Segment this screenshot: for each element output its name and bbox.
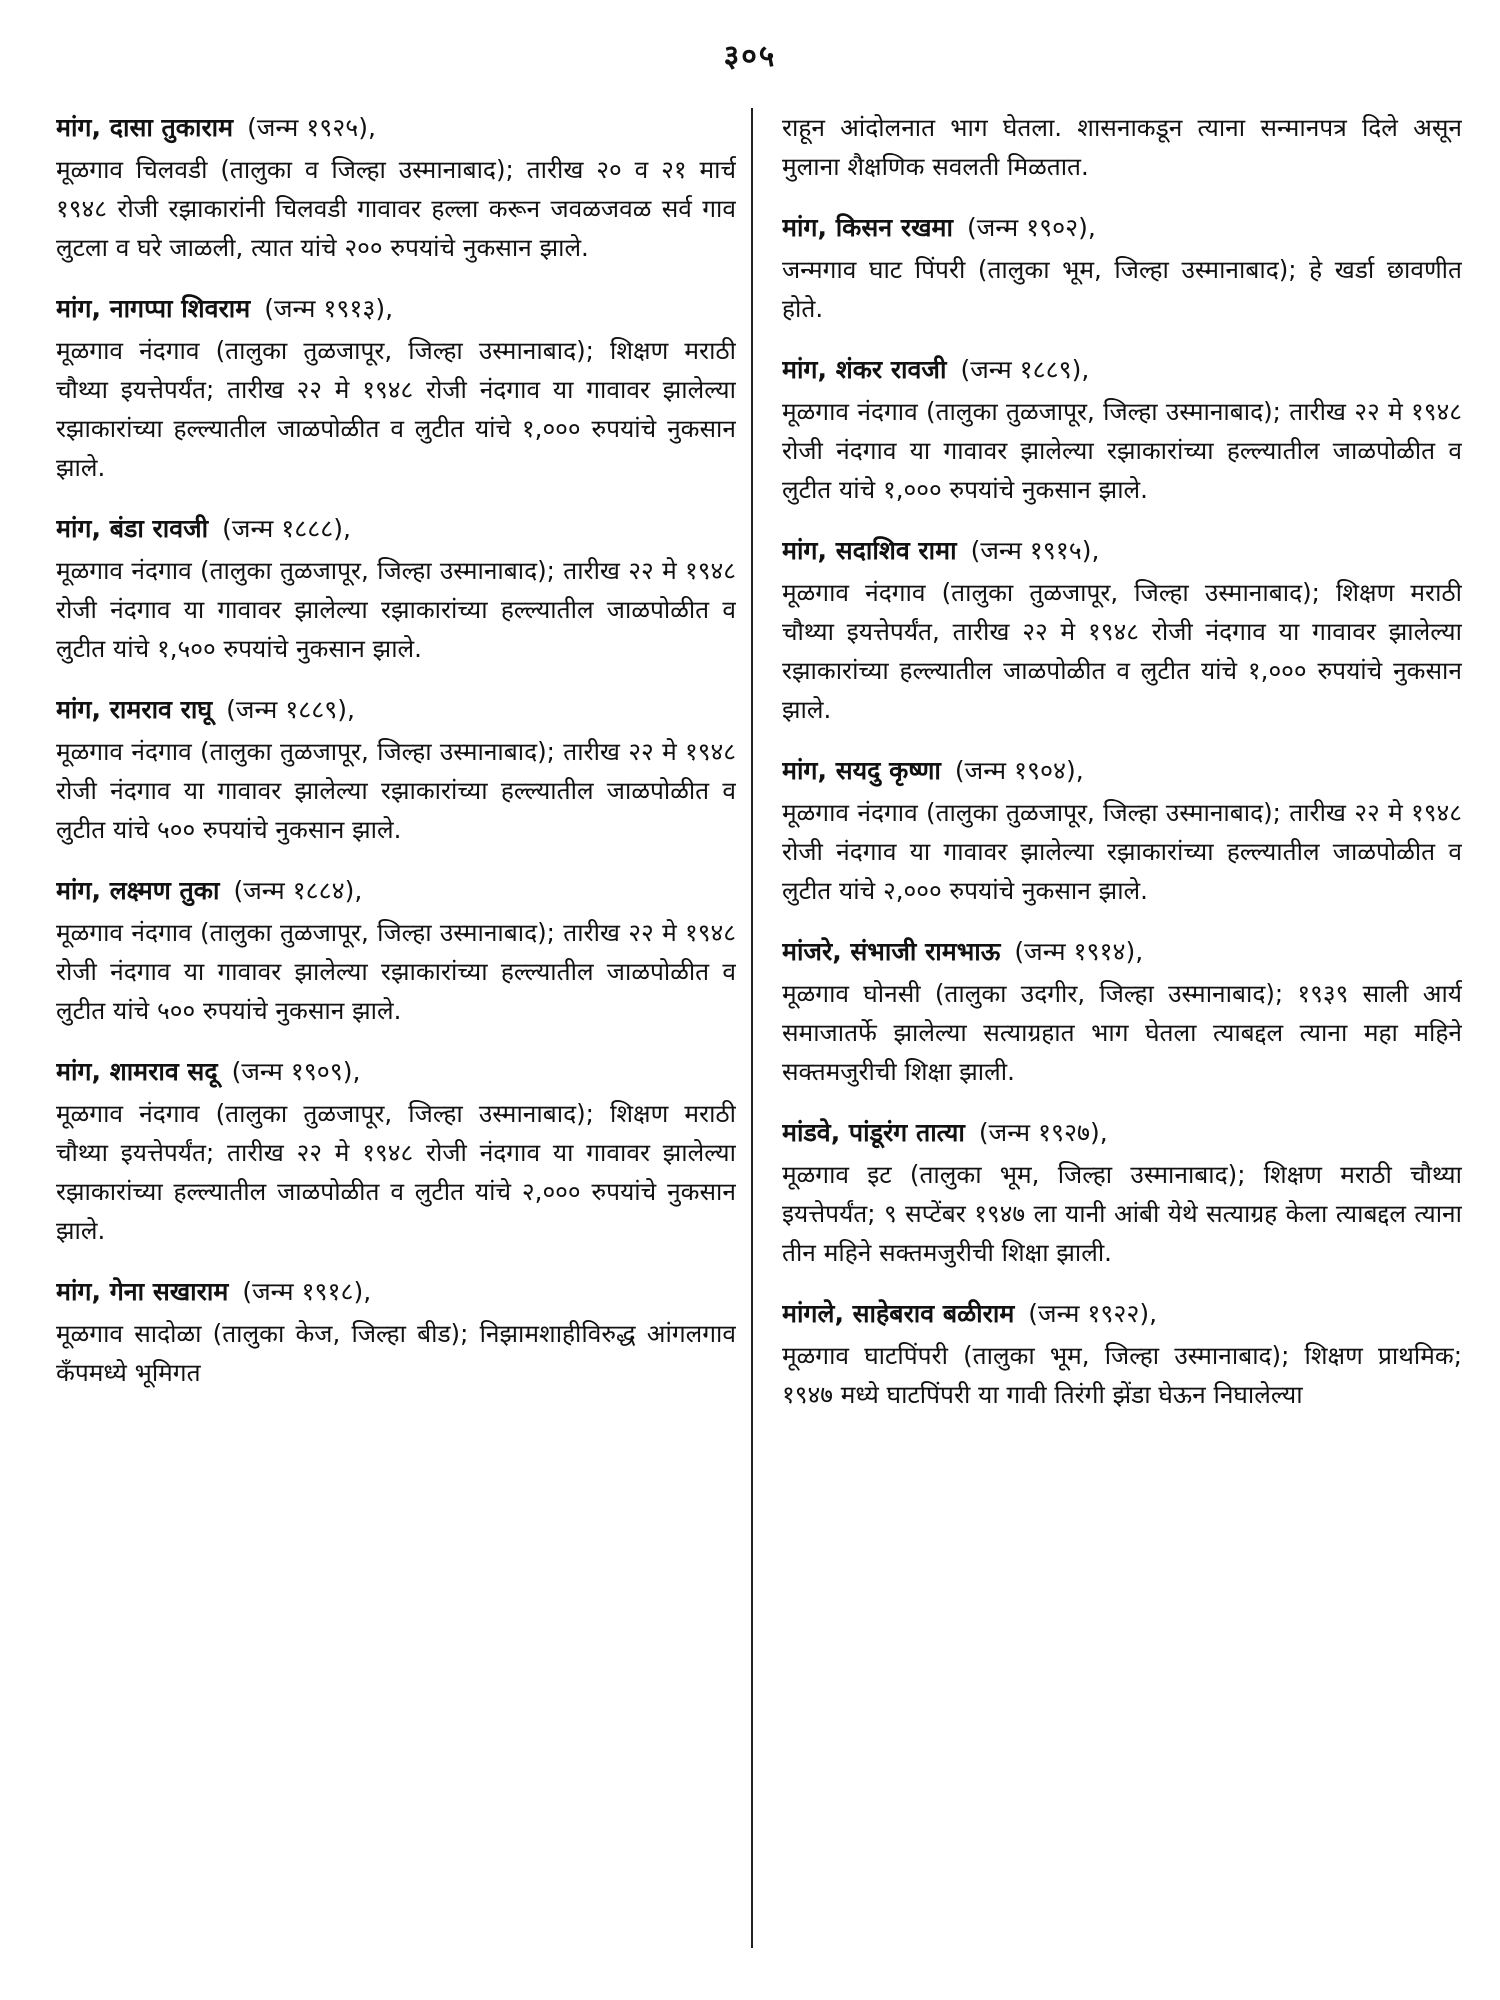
entry-birth: (जन्म १९०४), (954, 756, 1084, 785)
entry-name: मांग, शामराव सदू (56, 1057, 218, 1086)
entry-birth: (जन्म १९१४), (1014, 937, 1144, 966)
entry-text: मूळगाव नंदगाव (तालुका तुळजापूर, जिल्हा उस्मानाबाद); तारीख २२ मे १९४८ रोजी नंदगाव या गावावर झालेल्या रझाकारांच्या हल्ल्यातील जाळपोळीत व लुटीत यांचे २,००० रुपयांचे नुकसान झाले. (782, 798, 1462, 905)
entry-birth: (जन्म १९२७), (978, 1118, 1108, 1147)
entry-name: मांगले, साहेबराव बळीराम (782, 1299, 1015, 1328)
entry (56, 108, 736, 267)
entry (56, 289, 736, 487)
entry-text: मूळगाव सादोळा (तालुका केज, जिल्हा बीड); निझामशाहीविरुद्ध आंगलगाव कँपमध्ये भूमिगत (56, 1319, 736, 1387)
entry-birth: (जन्म १८८९), (960, 355, 1090, 384)
entry-birth: (जन्म १९२२), (1028, 1299, 1158, 1328)
entry-name: मांजरे, संभाजी रामभाऊ (782, 937, 1001, 966)
entry (56, 1272, 736, 1392)
entry (782, 531, 1462, 729)
entry-text: मूळगाव नंदगाव (तालुका तुळजापूर, जिल्हा उस्मानाबाद); तारीख २२ मे १९४८ रोजी नंदगाव या गावावर झालेल्या रझाकारांच्या हल्ल्यातील जाळपोळीत व लुटीत यांचे १,००० रुपयांचे नुकसान झाले. (782, 397, 1462, 504)
entry-heading (56, 509, 736, 549)
entry-heading (56, 289, 736, 329)
entry-name: मांग, गेना सखाराम (56, 1277, 229, 1306)
entry-heading (782, 531, 1462, 571)
entry-birth: (जन्म १९०२), (966, 213, 1096, 242)
entry-text: मूळगाव इट (तालुका भूम, जिल्हा उस्मानाबाद); शिक्षण मराठी चौथ्या इयत्तेपर्यंत; ९ सप्टेंबर १९४७ ला यानी आंबी येथे सत्याग्रह केला त्याबद्दल त्याना तीन महिने सक्तमजुरीची शिक्षा झाली. (782, 1160, 1462, 1267)
entry-text: मूळगाव घाटपिंपरी (तालुका भूम, जिल्हा उस्मानाबाद); शिक्षण प्राथमिक; १९४७ मध्ये घाटपिंपरी या गावी तिरंगी झेंडा घेऊन निघालेल्या (782, 1341, 1462, 1409)
entry-heading (782, 751, 1462, 791)
entry (56, 690, 736, 849)
entry-heading (56, 871, 736, 911)
entry (782, 350, 1462, 509)
column-divider (751, 108, 753, 1948)
entry-text: मूळगाव नंदगाव (तालुका तुळजापूर, जिल्हा उस्मानाबाद); तारीख २२ मे १९४८ रोजी नंदगाव या गावावर झालेल्या रझाकारांच्या हल्ल्यातील जाळपोळीत व लुटीत यांचे १,५०० रुपयांचे नुकसान झाले. (56, 556, 736, 663)
entry-heading (782, 1113, 1462, 1153)
entry-birth: (जन्म १८८९), (226, 695, 355, 724)
entry-text: मूळगाव नंदगाव (तालुका तुळजापूर, जिल्हा उस्मानाबाद); तारीख २२ मे १९४८ रोजी नंदगाव या गावावर झालेल्या रझाकारांच्या हल्ल्यातील जाळपोळीत व लुटीत यांचे ५०० रुपयांचे नुकसान झाले. (56, 918, 736, 1025)
entry (782, 1113, 1462, 1272)
entry-birth: (जन्म १९१३), (264, 294, 394, 323)
entry-text: मूळगाव नंदगाव (तालुका तुळजापूर, जिल्हा उस्मानाबाद); तारीख २२ मे १९४८ रोजी नंदगाव या गावावर झालेल्या रझाकारांच्या हल्ल्यातील जाळपोळीत व लुटीत यांचे ५०० रुपयांचे नुकसान झाले. (56, 737, 736, 844)
entry-name: मांग, सयदु कृष्णा (782, 756, 941, 785)
entry-birth: (जन्म १८८८), (222, 514, 352, 543)
entry-birth: (जन्म १९१८), (242, 1277, 372, 1306)
continuation-text: राहून आंदोलनात भाग घेतला. शासनाकडून त्याना सन्मानपत्र दिले असून मुलाना शैक्षणिक सवलती मिळतात. (782, 113, 1462, 181)
entry-name: मांग, दासा तुकाराम (56, 113, 234, 142)
entry-heading (56, 1052, 736, 1092)
entry-heading (782, 932, 1462, 972)
entry-name: मांग, लक्ष्मण तुका (56, 876, 220, 905)
left-column (56, 108, 736, 1968)
entry-heading (56, 690, 736, 730)
entry-heading (56, 108, 736, 148)
entry-birth: (जन्म १९०९), (231, 1057, 361, 1086)
right-column (782, 108, 1462, 1968)
entry-text: मूळगाव नंदगाव (तालुका तुळजापूर, जिल्हा उस्मानाबाद); शिक्षण मराठी चौथ्या इयत्तेपर्यंत, तारीख २२ मे १९४८ रोजी नंदगाव या गावावर झालेल्या रझाकारांच्या हल्ल्यातील जाळपोळीत व लुटीत यांचे १,००० रुपयांचे नुकसान झाले. (782, 578, 1462, 724)
entry-text: जन्मगाव घाट पिंपरी (तालुका भूम, जिल्हा उस्मानाबाद); हे खर्डा छावणीत होते. (782, 255, 1462, 323)
entry-birth: (जन्म १८८४), (233, 876, 363, 905)
entry (782, 751, 1462, 910)
entry-name: मांग, किसन रखमा (782, 213, 953, 242)
entry (56, 871, 736, 1030)
entry-name: मांग, बंडा रावजी (56, 514, 209, 543)
entry-birth: (जन्म १९१५), (970, 536, 1100, 565)
entry (782, 932, 1462, 1091)
entry-heading (782, 1294, 1462, 1334)
entry-name: मांग, सदाशिव रामा (782, 536, 957, 565)
entry-text: मूळगाव घोनसी (तालुका उदगीर, जिल्हा उस्मानाबाद); १९३९ साली आर्य समाजातर्फे झालेल्या सत्याग्रहात भाग घेतला त्याबद्दल त्याना महा महिने सक्तमजुरीची शिक्षा झाली. (782, 979, 1462, 1086)
entry-name: मांग, शंकर रावजी (782, 355, 947, 384)
entry-text: मूळगाव नंदगाव (तालुका तुळजापूर, जिल्हा उस्मानाबाद); शिक्षण मराठी चौथ्या इयत्तेपर्यंत; तारीख २२ मे १९४८ रोजी नंदगाव या गावावर झालेल्या रझाकारांच्या हल्ल्यातील जाळपोळीत व लुटीत यांचे १,००० रुपयांचे नुकसान झाले. (56, 336, 736, 482)
entry-heading (782, 208, 1462, 248)
entry-text: मूळगाव चिलवडी (तालुका व जिल्हा उस्मानाबाद); तारीख २० व २१ मार्च १९४८ रोजी रझाकारांनी चिलवडी गावावर हल्ला करून जवळजवळ सर्व गाव लुटला व घरे जाळली, त्यात यांचे २०० रुपयांचे नुकसान झाले. (56, 155, 736, 262)
entry (782, 208, 1462, 328)
entry-name: मांडवे, पांडूरंग तात्या (782, 1118, 965, 1147)
entry-name: मांग, रामराव राघू (56, 695, 213, 724)
entry (782, 1294, 1462, 1414)
entry-heading (56, 1272, 736, 1312)
entry (56, 509, 736, 668)
entry-birth: (जन्म १९२५), (247, 113, 376, 142)
entry-text: मूळगाव नंदगाव (तालुका तुळजापूर, जिल्हा उस्मानाबाद); शिक्षण मराठी चौथ्या इयत्तेपर्यंत; तारीख २२ मे १९४८ रोजी नंदगाव या गावावर झालेल्या रझाकारांच्या हल्ल्यातील जाळपोळीत व लुटीत यांचे २,००० रुपयांचे नुकसान झाले. (56, 1099, 736, 1245)
entry-name: मांग, नागप्पा शिवराम (56, 294, 251, 323)
page-number: ३०५ (723, 39, 777, 74)
entry (56, 1052, 736, 1250)
entry-heading (782, 350, 1462, 390)
